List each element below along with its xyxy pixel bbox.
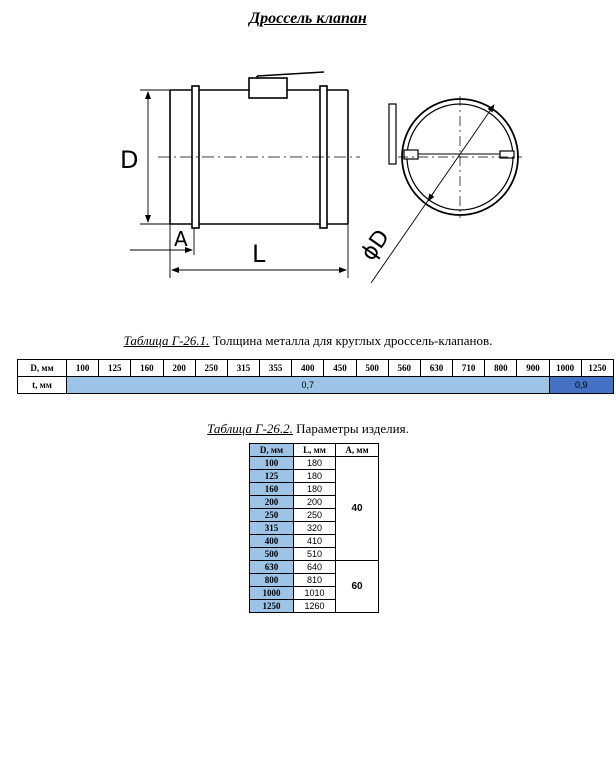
label-l: L	[252, 240, 266, 268]
table1-d-cell: 355	[260, 360, 292, 377]
cell-d: 1000	[250, 587, 294, 600]
table1-d-cell: 1000	[549, 360, 581, 377]
label-d: D	[120, 146, 139, 174]
label-phi-d: ϕD	[356, 225, 395, 266]
dimension-lines	[130, 90, 348, 278]
table2-header-d: D, мм	[250, 444, 294, 457]
table1-d-header: D, мм	[18, 360, 67, 377]
table1-caption-text: Толщина металла для круглых дроссель-клапанов.	[209, 333, 493, 348]
cell-l: 810	[294, 574, 336, 587]
cell-a-group1: 40	[336, 457, 379, 561]
side-view	[158, 72, 360, 228]
cell-d: 630	[250, 561, 294, 574]
cell-l: 410	[294, 535, 336, 548]
cell-d: 200	[250, 496, 294, 509]
table2-header-a: A, мм	[336, 444, 379, 457]
page-title: Дроссель клапан	[249, 10, 367, 27]
table1-d-cell: 900	[517, 360, 549, 377]
table1-d-row	[18, 360, 614, 377]
table2-caption	[0, 421, 616, 437]
table1-caption-label: Таблица Г-26.1.	[123, 333, 210, 348]
table1-d-cell: 800	[485, 360, 517, 377]
cell-d: 500	[250, 548, 294, 561]
cell-d: 250	[250, 509, 294, 522]
table1-d-cell: 200	[163, 360, 195, 377]
table1-d-cell: 630	[420, 360, 452, 377]
cell-l: 250	[294, 509, 336, 522]
cell-d: 800	[250, 574, 294, 587]
table2-caption-label: Таблица Г-26.2.	[207, 421, 293, 436]
table2-caption-text: Параметры изделия.	[292, 421, 409, 436]
metal-thickness-table	[17, 359, 614, 394]
table2-header-row	[250, 444, 379, 457]
product-params-table	[249, 443, 379, 613]
cell-l: 180	[294, 470, 336, 483]
cell-d: 125	[250, 470, 294, 483]
cell-l: 180	[294, 483, 336, 496]
cell-l: 1260	[294, 600, 336, 613]
table1-d-cell: 560	[388, 360, 420, 377]
cell-d: 315	[250, 522, 294, 535]
table1-t-dark: 0,9	[549, 377, 613, 394]
damper-drawing	[110, 68, 530, 298]
table1-d-cell: 500	[356, 360, 388, 377]
cell-d: 100	[250, 457, 294, 470]
table1-d-cell: 400	[292, 360, 324, 377]
table1-d-cell: 1250	[581, 360, 613, 377]
table1-d-cell: 710	[453, 360, 485, 377]
front-view	[371, 96, 522, 283]
table-row	[250, 561, 379, 574]
table-row	[250, 457, 379, 470]
cell-l: 320	[294, 522, 336, 535]
cell-d: 160	[250, 483, 294, 496]
cell-d: 1250	[250, 600, 294, 613]
table1-d-cell: 160	[131, 360, 163, 377]
table1-t-row	[18, 377, 614, 394]
label-a: A	[174, 227, 188, 251]
table1-t-header: t, мм	[18, 377, 67, 394]
table1-t-light: 0,7	[67, 377, 550, 394]
table1-d-cell: 100	[67, 360, 99, 377]
cell-l: 640	[294, 561, 336, 574]
cell-l: 510	[294, 548, 336, 561]
table1-caption	[0, 333, 616, 349]
table1-d-cell: 450	[324, 360, 356, 377]
table1-d-cell: 125	[99, 360, 131, 377]
table1-d-cell: 250	[195, 360, 227, 377]
cell-l: 200	[294, 496, 336, 509]
cell-d: 400	[250, 535, 294, 548]
table2-header-l: L, мм	[294, 444, 336, 457]
table1-d-cell: 315	[227, 360, 259, 377]
cell-a-group2: 60	[336, 561, 379, 613]
cell-l: 1010	[294, 587, 336, 600]
cell-l: 180	[294, 457, 336, 470]
